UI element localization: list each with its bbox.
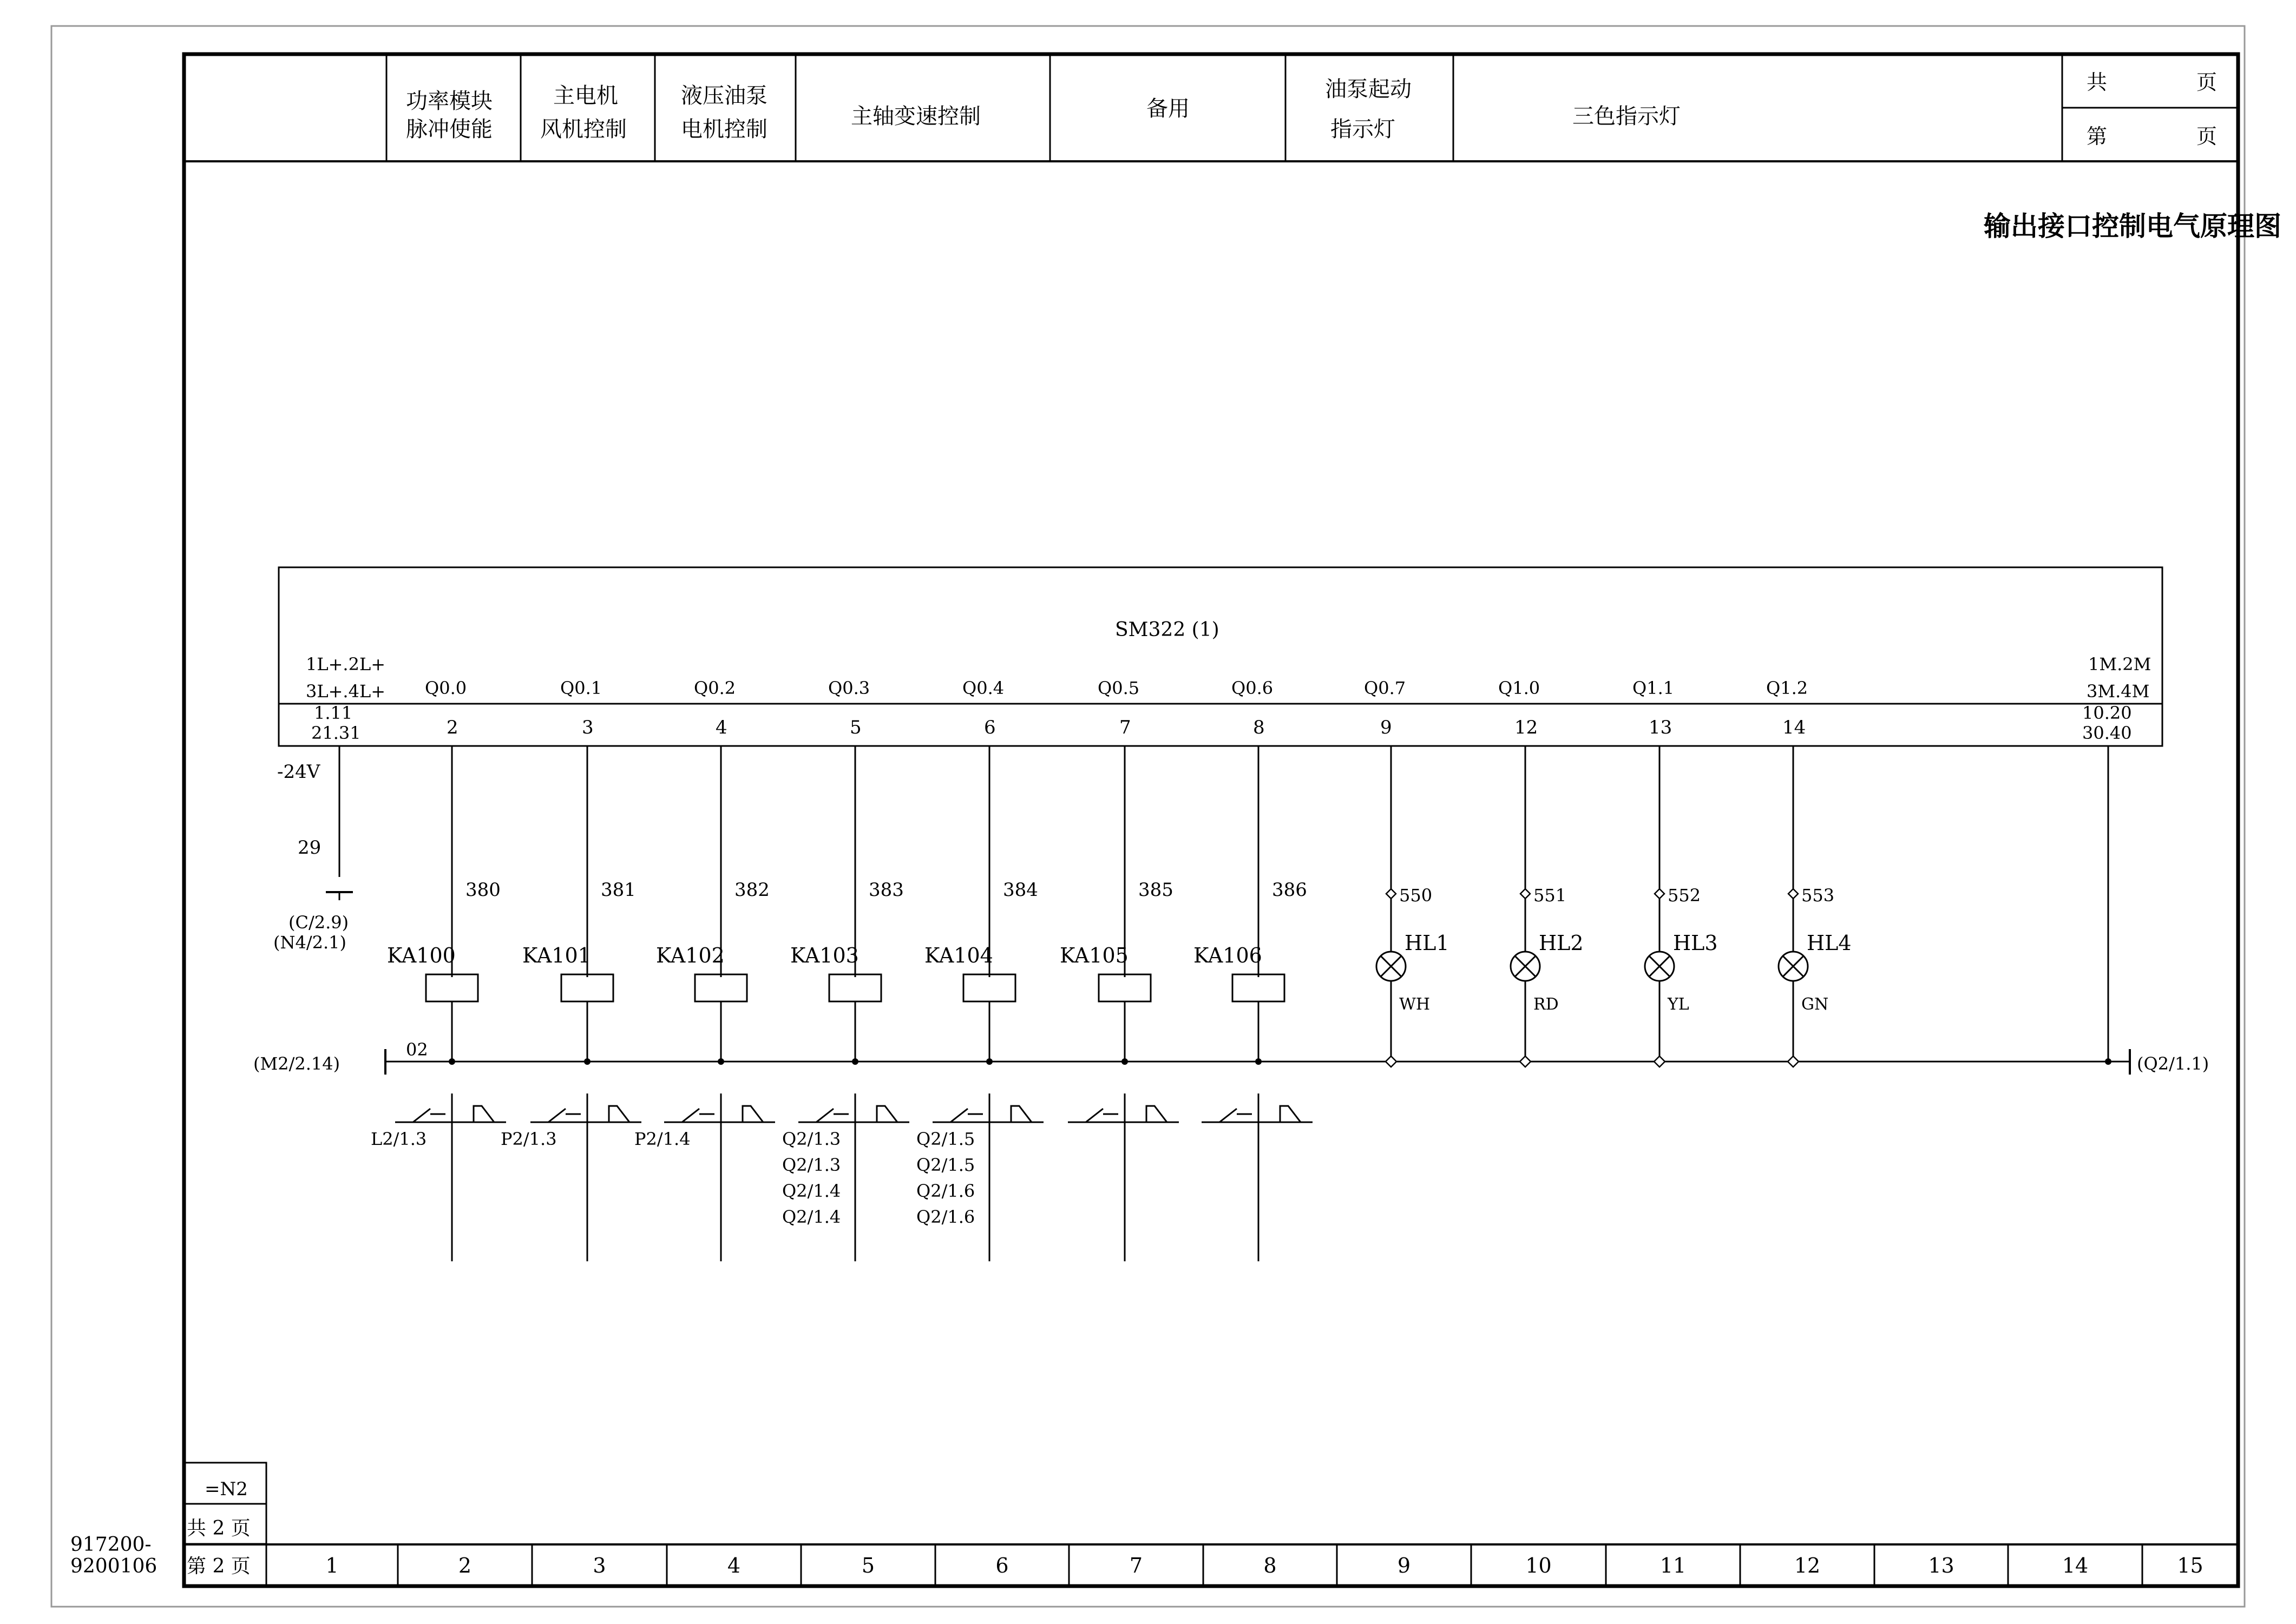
nc-contact-symbol [1204, 1109, 1252, 1122]
bus-wire: 02 [406, 1039, 428, 1060]
contact-ref: P2/1.4 [634, 1129, 691, 1149]
footer-col-3: 3 [593, 1554, 606, 1577]
wire-number: 384 [1003, 879, 1038, 901]
terminal-number: 9 [1380, 717, 1392, 738]
feed-voltage: -24V [277, 761, 320, 783]
header-col-1-line2: 脉冲使能 [406, 117, 493, 142]
relay-channel-ka105 [1060, 678, 1179, 1261]
relay-label: KA101 [522, 944, 591, 967]
header-col-7-line1: 三色指示灯 [1572, 104, 1681, 129]
feed-wire: 29 [298, 837, 322, 859]
header-col-3-line1: 液压油泵 [681, 83, 767, 108]
footer-col-2: 2 [458, 1554, 472, 1577]
no-contact-symbol [999, 1106, 1042, 1122]
relay-coil-symbol [1232, 974, 1284, 1001]
common-bus [253, 746, 2209, 1075]
contact-ref: Q2/1.6 [916, 1181, 975, 1201]
wire-number: 383 [869, 879, 904, 901]
relay-channels [371, 678, 1313, 1261]
no-contact-symbol [1134, 1106, 1178, 1122]
relay-channel-ka100 [371, 678, 506, 1261]
terminal-number: 3 [582, 717, 594, 738]
header-col-1-line1: 功率模块 [406, 89, 493, 114]
footer-col-1: 1 [325, 1554, 339, 1577]
footer-col-11: 11 [1659, 1554, 1687, 1577]
module-left-supply-2: 3L+.4L+ [306, 681, 386, 702]
header-total-unit: 页 [2196, 70, 2218, 94]
lamp-color: YL [1668, 995, 1689, 1014]
header-page-label: 第 [2087, 125, 2108, 148]
wire-number: 381 [601, 879, 636, 901]
wire-number: 385 [1138, 879, 1173, 901]
header-page-unit: 页 [2196, 125, 2218, 148]
wire-number: 551 [1533, 885, 1567, 906]
contact-ref: Q2/1.3 [782, 1155, 841, 1175]
output-label: Q1.1 [1632, 678, 1675, 698]
terminal-number: 12 [1514, 717, 1538, 738]
terminal-number: 5 [850, 717, 862, 738]
feed-ref-2: (N4/2.1) [273, 932, 346, 953]
wire-number: 382 [734, 879, 770, 901]
footer-col-8: 8 [1263, 1554, 1277, 1577]
contact-ref: Q2/1.3 [782, 1129, 841, 1149]
terminal-number: 8 [1253, 717, 1265, 738]
lamp-label: HL4 [1807, 931, 1852, 955]
lamp-color: WH [1399, 995, 1430, 1014]
main-frame [184, 54, 2238, 1586]
terminal-number: 13 [1649, 717, 1672, 738]
relay-coil-symbol [426, 974, 478, 1001]
relay-channel-ka106 [1193, 678, 1313, 1261]
footer-col-13: 13 [1928, 1554, 1954, 1577]
module-right-terminal-2: 30.40 [2082, 723, 2132, 743]
relay-channel-ka103 [782, 678, 909, 1261]
contact-ref: Q2/1.4 [782, 1207, 841, 1227]
output-label: Q0.1 [560, 678, 602, 698]
header-col-6-line1: 油泵起动 [1325, 77, 1412, 102]
module-right-terminal-1: 10.20 [2082, 703, 2132, 723]
footer-col-9: 9 [1397, 1554, 1411, 1577]
feed-ref-1: (C/2.9) [288, 912, 349, 933]
contact-ref: Q2/1.4 [782, 1181, 841, 1201]
relay-label: KA106 [1193, 944, 1262, 967]
wire-number: 550 [1399, 885, 1433, 906]
module-left-terminal-2: 21.31 [311, 723, 361, 743]
relay-coil-symbol [561, 974, 613, 1001]
lamp-channels [1364, 678, 1852, 1067]
footer-bar [70, 1463, 2238, 1586]
footer-col-6: 6 [995, 1554, 1009, 1577]
footer-col-5: 5 [861, 1554, 875, 1577]
nc-contact-symbol [533, 1109, 581, 1122]
output-label: Q0.5 [1098, 678, 1140, 698]
no-contact-symbol [462, 1106, 505, 1122]
terminal-number: 2 [447, 717, 458, 738]
footer-col-10: 10 [1525, 1554, 1552, 1577]
header-bar [184, 54, 2238, 161]
lamp-channel-hl1 [1364, 678, 1449, 1067]
footer-col-14: 14 [2062, 1554, 2089, 1577]
relay-label: KA100 [387, 944, 456, 967]
contact-ref: P2/1.3 [501, 1129, 557, 1149]
bus-right-ref: (Q2/1.1) [2137, 1053, 2209, 1074]
contact-ref: Q2/1.6 [916, 1207, 975, 1227]
no-contact-symbol [865, 1106, 908, 1122]
nc-contact-symbol [801, 1109, 849, 1122]
terminal-number: 6 [984, 717, 996, 738]
outer-border [51, 26, 2245, 1607]
output-label: Q0.4 [962, 678, 1005, 698]
module-right-supply-2: 3M.4M [2087, 681, 2150, 702]
bus-left-ref: (M2/2.14) [253, 1053, 340, 1074]
lamp-color: GN [1801, 995, 1829, 1014]
output-label: Q0.6 [1231, 678, 1274, 698]
wire-number: 553 [1801, 885, 1835, 906]
module-left-supply-1: 1L+.2L+ [306, 654, 386, 675]
relay-label: KA102 [656, 944, 725, 967]
footer-col-7: 7 [1129, 1554, 1143, 1577]
output-label: Q0.0 [425, 678, 467, 698]
footer-current-page: 第 2 页 [187, 1555, 251, 1577]
lamp-channel-hl3 [1632, 678, 1718, 1067]
header-total-label: 共 [2087, 70, 2108, 94]
nc-contact-symbol [1071, 1109, 1118, 1122]
output-label: Q1.2 [1766, 678, 1808, 698]
contact-ref: Q2/1.5 [916, 1155, 975, 1175]
terminal-number: 14 [1782, 717, 1806, 738]
output-label: Q0.2 [694, 678, 736, 698]
module-name: SM322 (1) [1115, 619, 1219, 641]
header-col-2-line1: 主电机 [553, 83, 618, 108]
wire-number: 386 [1272, 879, 1307, 901]
lamp-color: RD [1533, 995, 1559, 1014]
terminal-number: 4 [716, 717, 727, 738]
lamp-channel-hl4 [1766, 678, 1852, 1067]
drawing-title: 输出接口控制电气原理图 [1984, 210, 2281, 242]
relay-channel-ka102 [634, 678, 775, 1261]
footer-total-pages: 共 2 页 [187, 1517, 251, 1540]
no-contact-symbol [597, 1106, 640, 1122]
terminal-number: 7 [1119, 717, 1131, 738]
footer-col-15: 15 [2177, 1554, 2203, 1577]
nc-contact-symbol [667, 1109, 714, 1122]
lamp-label: HL3 [1673, 931, 1718, 955]
footer-doc-no-1: 917200- [70, 1534, 152, 1556]
header-col-3-line2: 电机控制 [681, 117, 767, 142]
left-supply-feed [273, 746, 353, 953]
relay-label: KA104 [924, 944, 993, 967]
no-contact-symbol [731, 1106, 774, 1122]
header-col-2-line2: 风机控制 [540, 117, 627, 142]
relay-coil-symbol [1099, 974, 1151, 1001]
output-label: Q0.7 [1364, 678, 1406, 698]
wire-number: 380 [465, 879, 501, 901]
contact-ref: L2/1.3 [371, 1129, 427, 1149]
module-right-supply-1: 1M.2M [2088, 654, 2151, 675]
footer-doc-no-2: 9200106 [70, 1555, 158, 1577]
lamp-label: HL1 [1405, 931, 1449, 955]
relay-label: KA105 [1060, 944, 1129, 967]
plc-module-sm322 [279, 567, 2162, 746]
output-label: Q1.0 [1498, 678, 1540, 698]
header-col-5-line1: 备用 [1146, 96, 1190, 121]
contact-ref: Q2/1.5 [916, 1129, 975, 1149]
lamp-label: HL2 [1539, 931, 1584, 955]
relay-coil-symbol [963, 974, 1015, 1001]
output-label: Q0.3 [828, 678, 870, 698]
module-left-terminal-1: 1.11 [314, 703, 353, 723]
relay-channel-ka101 [501, 678, 641, 1261]
relay-coil-symbol [695, 974, 747, 1001]
footer-col-12: 12 [1794, 1554, 1821, 1577]
no-contact-symbol [1268, 1106, 1311, 1122]
relay-coil-symbol [829, 974, 881, 1001]
relay-channel-ka104 [916, 678, 1044, 1261]
footer-col-4: 4 [727, 1554, 741, 1577]
footer-designation: =N2 [205, 1478, 248, 1500]
wire-number: 552 [1668, 885, 1701, 906]
lamp-channel-hl2 [1498, 678, 1584, 1067]
header-col-6-line2: 指示灯 [1330, 117, 1395, 142]
nc-contact-symbol [398, 1109, 445, 1122]
header-col-4-line1: 主轴变速控制 [851, 104, 981, 129]
nc-contact-symbol [935, 1109, 983, 1122]
relay-label: KA103 [790, 944, 859, 967]
